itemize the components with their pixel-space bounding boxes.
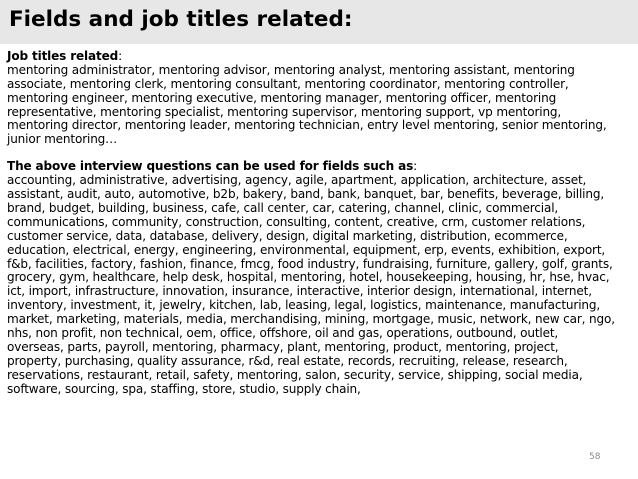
job-titles-line: mentoring administrator, mentoring advisor, mentoring analyst, mentoring assistant, mentoring	[7, 62, 575, 77]
fields-line: assistant, audit, auto, automotive, b2b, bakery, band, bank, banquet, bar, benefits, beverage, billing,	[7, 187, 605, 202]
fields-line: nhs, non profit, non technical, oem, office, offshore, oil and gas, operations, outbound, outlet,	[7, 325, 559, 340]
fields-list	[7, 174, 635, 396]
fields-heading	[7, 160, 635, 174]
fields-heading-colon: :	[413, 159, 418, 174]
job-titles-line: mentoring engineer, mentoring executive, mentoring manager, mentoring officer, mentoring	[7, 90, 557, 105]
slide-content	[7, 50, 635, 396]
fields-line: brand, budget, building, business, cafe, call center, car, catering, channel, clinic, commercial,	[7, 200, 559, 215]
job-titles-line: associate, mentoring clerk, mentoring consultant, mentoring coordinator, mentoring controller,	[7, 76, 569, 91]
fields-line: customer service, data, database, delivery, design, digital marketing, distribution, ecommerce,	[7, 228, 568, 243]
job-titles-line: mentoring director, mentoring leader, mentoring technician, entry level mentoring, senior mentoring,	[7, 118, 607, 133]
job-titles-line: representative, mentoring specialist, mentoring supervisor, mentoring support, vp mentoring,	[7, 104, 562, 119]
fields-line: reservations, restaurant, retail, safety, mentoring, salon, security, service, shipping, social media,	[7, 367, 583, 382]
fields-line: f&b, facilities, factory, fashion, finance, fmcg, food industry, fundraising, furniture, gallery, golf, grants,	[7, 256, 613, 271]
fields-line: education, electrical, energy, engineering, environmental, equipment, erp, events, exhibition, export,	[7, 242, 606, 257]
job-titles-heading	[7, 50, 635, 64]
job-titles-heading-colon: :	[118, 49, 123, 63]
fields-line: market, marketing, materials, media, merchandising, mining, mortgage, music, network, new car, ngo,	[7, 312, 615, 327]
fields-line: ict, import, infrastructure, innovation, insurance, interactive, interior design, international, internet,	[7, 284, 592, 299]
slide-title: Fields and job titles related:	[9, 7, 353, 32]
job-titles-line: junior mentoring…	[7, 132, 118, 147]
fields-line: overseas, parts, payroll, mentoring, pharmacy, plant, mentoring, product, mentoring, project,	[7, 339, 559, 354]
fields-line: inventory, investment, it, jewelry, kitchen, lab, leasing, legal, logistics, maintenance, manufacturing,	[7, 298, 601, 313]
fields-line: grocery, gym, healthcare, help desk, hospital, mentoring, hotel, housekeeping, housing, hr, hse, hvac,	[7, 270, 610, 285]
fields-line: communications, community, construction, consulting, content, creative, crm, customer relations,	[7, 214, 586, 229]
page-number: 58	[589, 452, 601, 462]
fields-heading-text: The above interview questions can be used for fields such as	[7, 159, 414, 174]
fields-line: software, sourcing, spa, staffing, store, studio, supply chain,	[7, 381, 361, 396]
title-bar	[0, 0, 638, 44]
fields-line: property, purchasing, quality assurance, r&d, real estate, records, recruiting, release, research,	[7, 353, 568, 368]
job-titles-list	[7, 64, 635, 147]
job-titles-heading-text: Job titles related	[7, 49, 119, 63]
fields-line: accounting, administrative, advertising, agency, agile, apartment, application, architecture, asset,	[7, 173, 587, 188]
